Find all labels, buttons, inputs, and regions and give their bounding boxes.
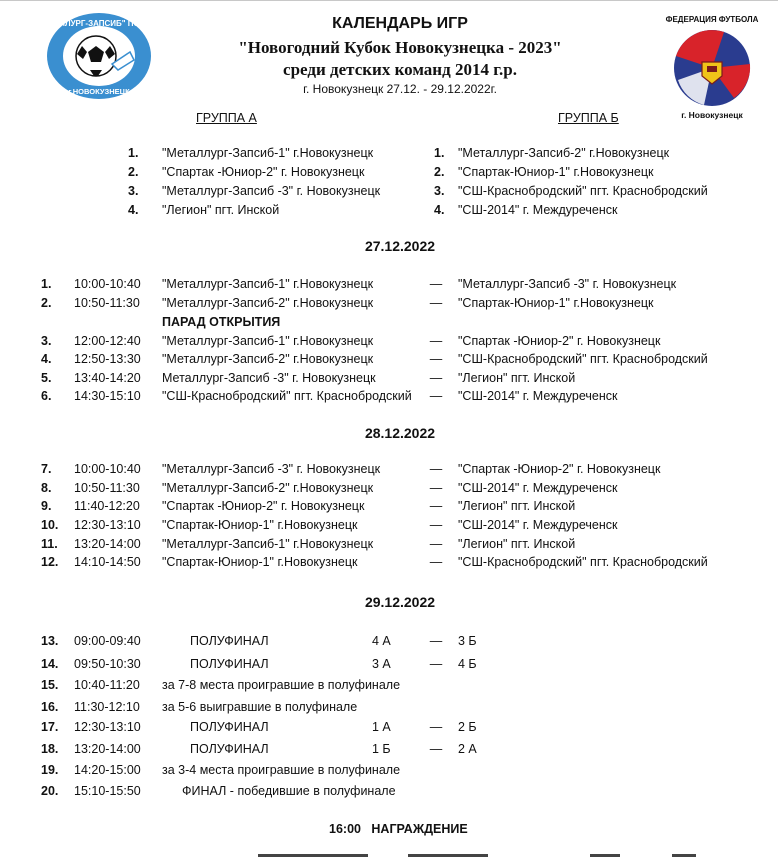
federation-logo bbox=[664, 10, 760, 122]
day-heading: 27.12.2022 bbox=[364, 238, 436, 254]
match-number: 17. bbox=[41, 720, 59, 734]
group-team-number: 1. bbox=[434, 146, 445, 160]
away-team: "Легион" пгт. Инской bbox=[458, 537, 576, 551]
vs-dash: — bbox=[429, 462, 443, 476]
match-number: 5. bbox=[41, 371, 52, 385]
next-page-edge bbox=[0, 850, 778, 858]
group-team-name: "Спартак-Юниор-1" г.Новокузнецк bbox=[458, 165, 654, 179]
match-time: 13:20-14:00 bbox=[74, 537, 141, 551]
vs-dash: — bbox=[429, 634, 443, 648]
match-note: за 5-6 выигравшие в полуфинале bbox=[162, 700, 358, 714]
match-time: 10:00-10:40 bbox=[74, 277, 141, 291]
home-team: "Металлург-Запсиб-2" г.Новокузнецк bbox=[162, 481, 374, 495]
match-note: за 7-8 места проигравшие в полуфинале bbox=[162, 678, 401, 692]
vs-dash: — bbox=[429, 296, 443, 310]
tournament-name: "Новогодний Кубок Новокузнецка - 2023" bbox=[238, 38, 562, 57]
match-time: 09:50-10:30 bbox=[74, 657, 141, 671]
match-number: 8. bbox=[41, 481, 52, 495]
group-a-heading: ГРУППА А bbox=[196, 111, 257, 125]
page-title: КАЛЕНДАРЬ ИГР bbox=[332, 15, 468, 32]
ceremony-line bbox=[329, 822, 468, 836]
away-team: "СШ-2014" г. Междуреченск bbox=[458, 518, 618, 532]
vs-dash: — bbox=[429, 742, 443, 756]
match-time: 10:50-11:30 bbox=[74, 481, 140, 495]
match-number: 2. bbox=[41, 296, 52, 310]
match-time: 10:40-11:20 bbox=[74, 678, 140, 692]
match-number: 18. bbox=[41, 742, 59, 756]
seed-away: 3 Б bbox=[458, 634, 477, 648]
away-team: "СШ-Краснобродский" пгт. Краснобродский bbox=[458, 352, 708, 366]
group-team-name: "Металлург-Запсиб -3" г. Новокузнецк bbox=[162, 184, 381, 198]
away-team: "СШ-Краснобродский" пгт. Краснобродский bbox=[458, 555, 708, 569]
seed-away: 4 Б bbox=[458, 657, 477, 671]
seed-home: 3 А bbox=[372, 657, 391, 671]
home-team: "Спартак-Юниор-1" г.Новокузнецк bbox=[162, 555, 358, 569]
place-dates: г. Новокузнецк 27.12. - 29.12.2022г. bbox=[303, 82, 497, 96]
home-team: "Металлург-Запсиб-2" г.Новокузнецк bbox=[162, 352, 374, 366]
page-border bbox=[0, 0, 778, 1]
vs-dash: — bbox=[429, 499, 443, 513]
group-team-name: "Металлург-Запсиб-2" г.Новокузнецк bbox=[458, 146, 670, 160]
group-b-heading: ГРУППА Б bbox=[558, 111, 619, 125]
home-team: "Спартак -Юниор-2" г. Новокузнецк bbox=[162, 499, 365, 513]
match-time: 09:00-09:40 bbox=[74, 634, 141, 648]
away-team: "Спартак-Юниор-1" г.Новокузнецк bbox=[458, 296, 654, 310]
vs-dash: — bbox=[429, 334, 443, 348]
club-logo bbox=[17, 12, 181, 100]
match-number: 13. bbox=[41, 634, 59, 648]
vs-dash: — bbox=[429, 657, 443, 671]
home-team: "Металлург-Запсиб-1" г.Новокузнецк bbox=[162, 537, 374, 551]
home-team: Металлург-Запсиб -3" г. Новокузнецк bbox=[162, 371, 376, 385]
seed-away: 2 Б bbox=[458, 720, 477, 734]
away-team: "Легион" пгт. Инской bbox=[458, 371, 576, 385]
away-team: "Металлург-Запсиб -3" г. Новокузнецк bbox=[458, 277, 677, 291]
match-time: 12:00-12:40 bbox=[74, 334, 141, 348]
vs-dash: — bbox=[429, 277, 443, 291]
home-team: "Металлург-Запсиб -3" г. Новокузнецк bbox=[162, 462, 381, 476]
home-team: "Металлург-Запсиб-1" г.Новокузнецк bbox=[162, 277, 374, 291]
match-number: 14. bbox=[41, 657, 59, 671]
group-team-name: "Спартак -Юниор-2" г. Новокузнецк bbox=[162, 165, 365, 179]
match-stage: ПОЛУФИНАЛ bbox=[190, 742, 269, 756]
vs-dash: — bbox=[429, 555, 443, 569]
match-time: 13:40-14:20 bbox=[74, 371, 141, 385]
match-time: 11:30-12:10 bbox=[74, 700, 140, 714]
ceremony-time: 16:00 bbox=[329, 822, 361, 836]
match-stage: ПОЛУФИНАЛ bbox=[190, 720, 269, 734]
match-time: 15:10-15:50 bbox=[74, 784, 141, 798]
club-logo-city: г.НОВОКУЗНЕЦК bbox=[68, 87, 130, 96]
match-stage: ПОЛУФИНАЛ bbox=[190, 657, 269, 671]
group-team-name: "СШ-2014" г. Междуреченск bbox=[458, 203, 618, 217]
match-time: 10:50-11:30 bbox=[74, 296, 140, 310]
group-team-number: 1. bbox=[128, 146, 139, 160]
match-time: 13:20-14:00 bbox=[74, 742, 141, 756]
club-logo-ring-text: СШ "МЕТАЛЛУРГ-ЗАПСИБ" ПО ФУТБОЛУ bbox=[17, 19, 181, 28]
match-number: 19. bbox=[41, 763, 59, 777]
seed-home: 1 Б bbox=[372, 742, 391, 756]
vs-dash: — bbox=[429, 537, 443, 551]
match-number: 16. bbox=[41, 700, 59, 714]
vs-dash: — bbox=[429, 352, 443, 366]
group-team-number: 2. bbox=[434, 165, 445, 179]
group-team-name: "СШ-Краснобродский" пгт. Краснобродский bbox=[458, 184, 708, 198]
match-number: 7. bbox=[41, 462, 52, 476]
match-time: 12:30-13:10 bbox=[74, 518, 141, 532]
event-label: ПАРАД ОТКРЫТИЯ bbox=[162, 315, 281, 329]
away-team: "Легион" пгт. Инской bbox=[458, 499, 576, 513]
home-team: "СШ-Краснобродский" пгт. Краснобродский bbox=[162, 389, 412, 403]
group-team-name: "Металлург-Запсиб-1" г.Новокузнецк bbox=[162, 146, 374, 160]
federation-logo-city: г. Новокузнецк bbox=[681, 110, 743, 120]
day-heading: 28.12.2022 bbox=[364, 425, 436, 441]
match-note: за 3-4 места проигравшие в полуфинале bbox=[162, 763, 401, 777]
seed-away: 2 А bbox=[458, 742, 477, 756]
group-team-number: 4. bbox=[128, 203, 139, 217]
match-time: 12:30-13:10 bbox=[74, 720, 141, 734]
match-time: 12:50-13:30 bbox=[74, 352, 141, 366]
group-team-number: 2. bbox=[128, 165, 139, 179]
match-number: 6. bbox=[41, 389, 52, 403]
match-time: 11:40-12:20 bbox=[74, 499, 140, 513]
home-team: "Спартак-Юниор-1" г.Новокузнецк bbox=[162, 518, 358, 532]
match-number: 4. bbox=[41, 352, 52, 366]
category-line: среди детских команд 2014 г.р. bbox=[283, 60, 517, 79]
match-number: 1. bbox=[41, 277, 52, 291]
federation-logo-top: ФЕДЕРАЦИЯ ФУТБОЛА bbox=[665, 15, 759, 24]
match-number: 15. bbox=[41, 678, 59, 692]
away-team: "Спартак -Юниор-2" г. Новокузнецк bbox=[458, 334, 661, 348]
match-number: 3. bbox=[41, 334, 52, 348]
match-time: 14:20-15:00 bbox=[74, 763, 141, 777]
match-number: 20. bbox=[41, 784, 59, 798]
match-number: 11. bbox=[41, 537, 58, 551]
match-number: 9. bbox=[41, 499, 52, 513]
match-number: 12. bbox=[41, 555, 59, 569]
away-team: "СШ-2014" г. Междуреченск bbox=[458, 481, 618, 495]
group-team-number: 3. bbox=[128, 184, 139, 198]
vs-dash: — bbox=[429, 518, 443, 532]
home-team: "Металлург-Запсиб-2" г.Новокузнецк bbox=[162, 296, 374, 310]
vs-dash: — bbox=[429, 371, 443, 385]
vs-dash: — bbox=[429, 389, 443, 403]
group-team-name: "Легион" пгт. Инской bbox=[162, 203, 280, 217]
group-team-number: 4. bbox=[434, 203, 445, 217]
final-line: ФИНАЛ - победившие в полуфинале bbox=[182, 784, 396, 798]
match-number: 10. bbox=[41, 518, 59, 532]
match-stage: ПОЛУФИНАЛ bbox=[190, 634, 269, 648]
seed-home: 4 А bbox=[372, 634, 391, 648]
vs-dash: — bbox=[429, 481, 443, 495]
ceremony-label: НАГРАЖДЕНИЕ bbox=[371, 822, 468, 836]
seed-home: 1 А bbox=[372, 720, 391, 734]
match-time: 10:00-10:40 bbox=[74, 462, 141, 476]
match-time: 14:10-14:50 bbox=[74, 555, 141, 569]
away-team: "Спартак -Юниор-2" г. Новокузнецк bbox=[458, 462, 661, 476]
day-heading: 29.12.2022 bbox=[364, 594, 436, 610]
vs-dash: — bbox=[429, 720, 443, 734]
match-time: 14:30-15:10 bbox=[74, 389, 141, 403]
group-team-number: 3. bbox=[434, 184, 445, 198]
away-team: "СШ-2014" г. Междуреченск bbox=[458, 389, 618, 403]
home-team: "Металлург-Запсиб-1" г.Новокузнецк bbox=[162, 334, 374, 348]
